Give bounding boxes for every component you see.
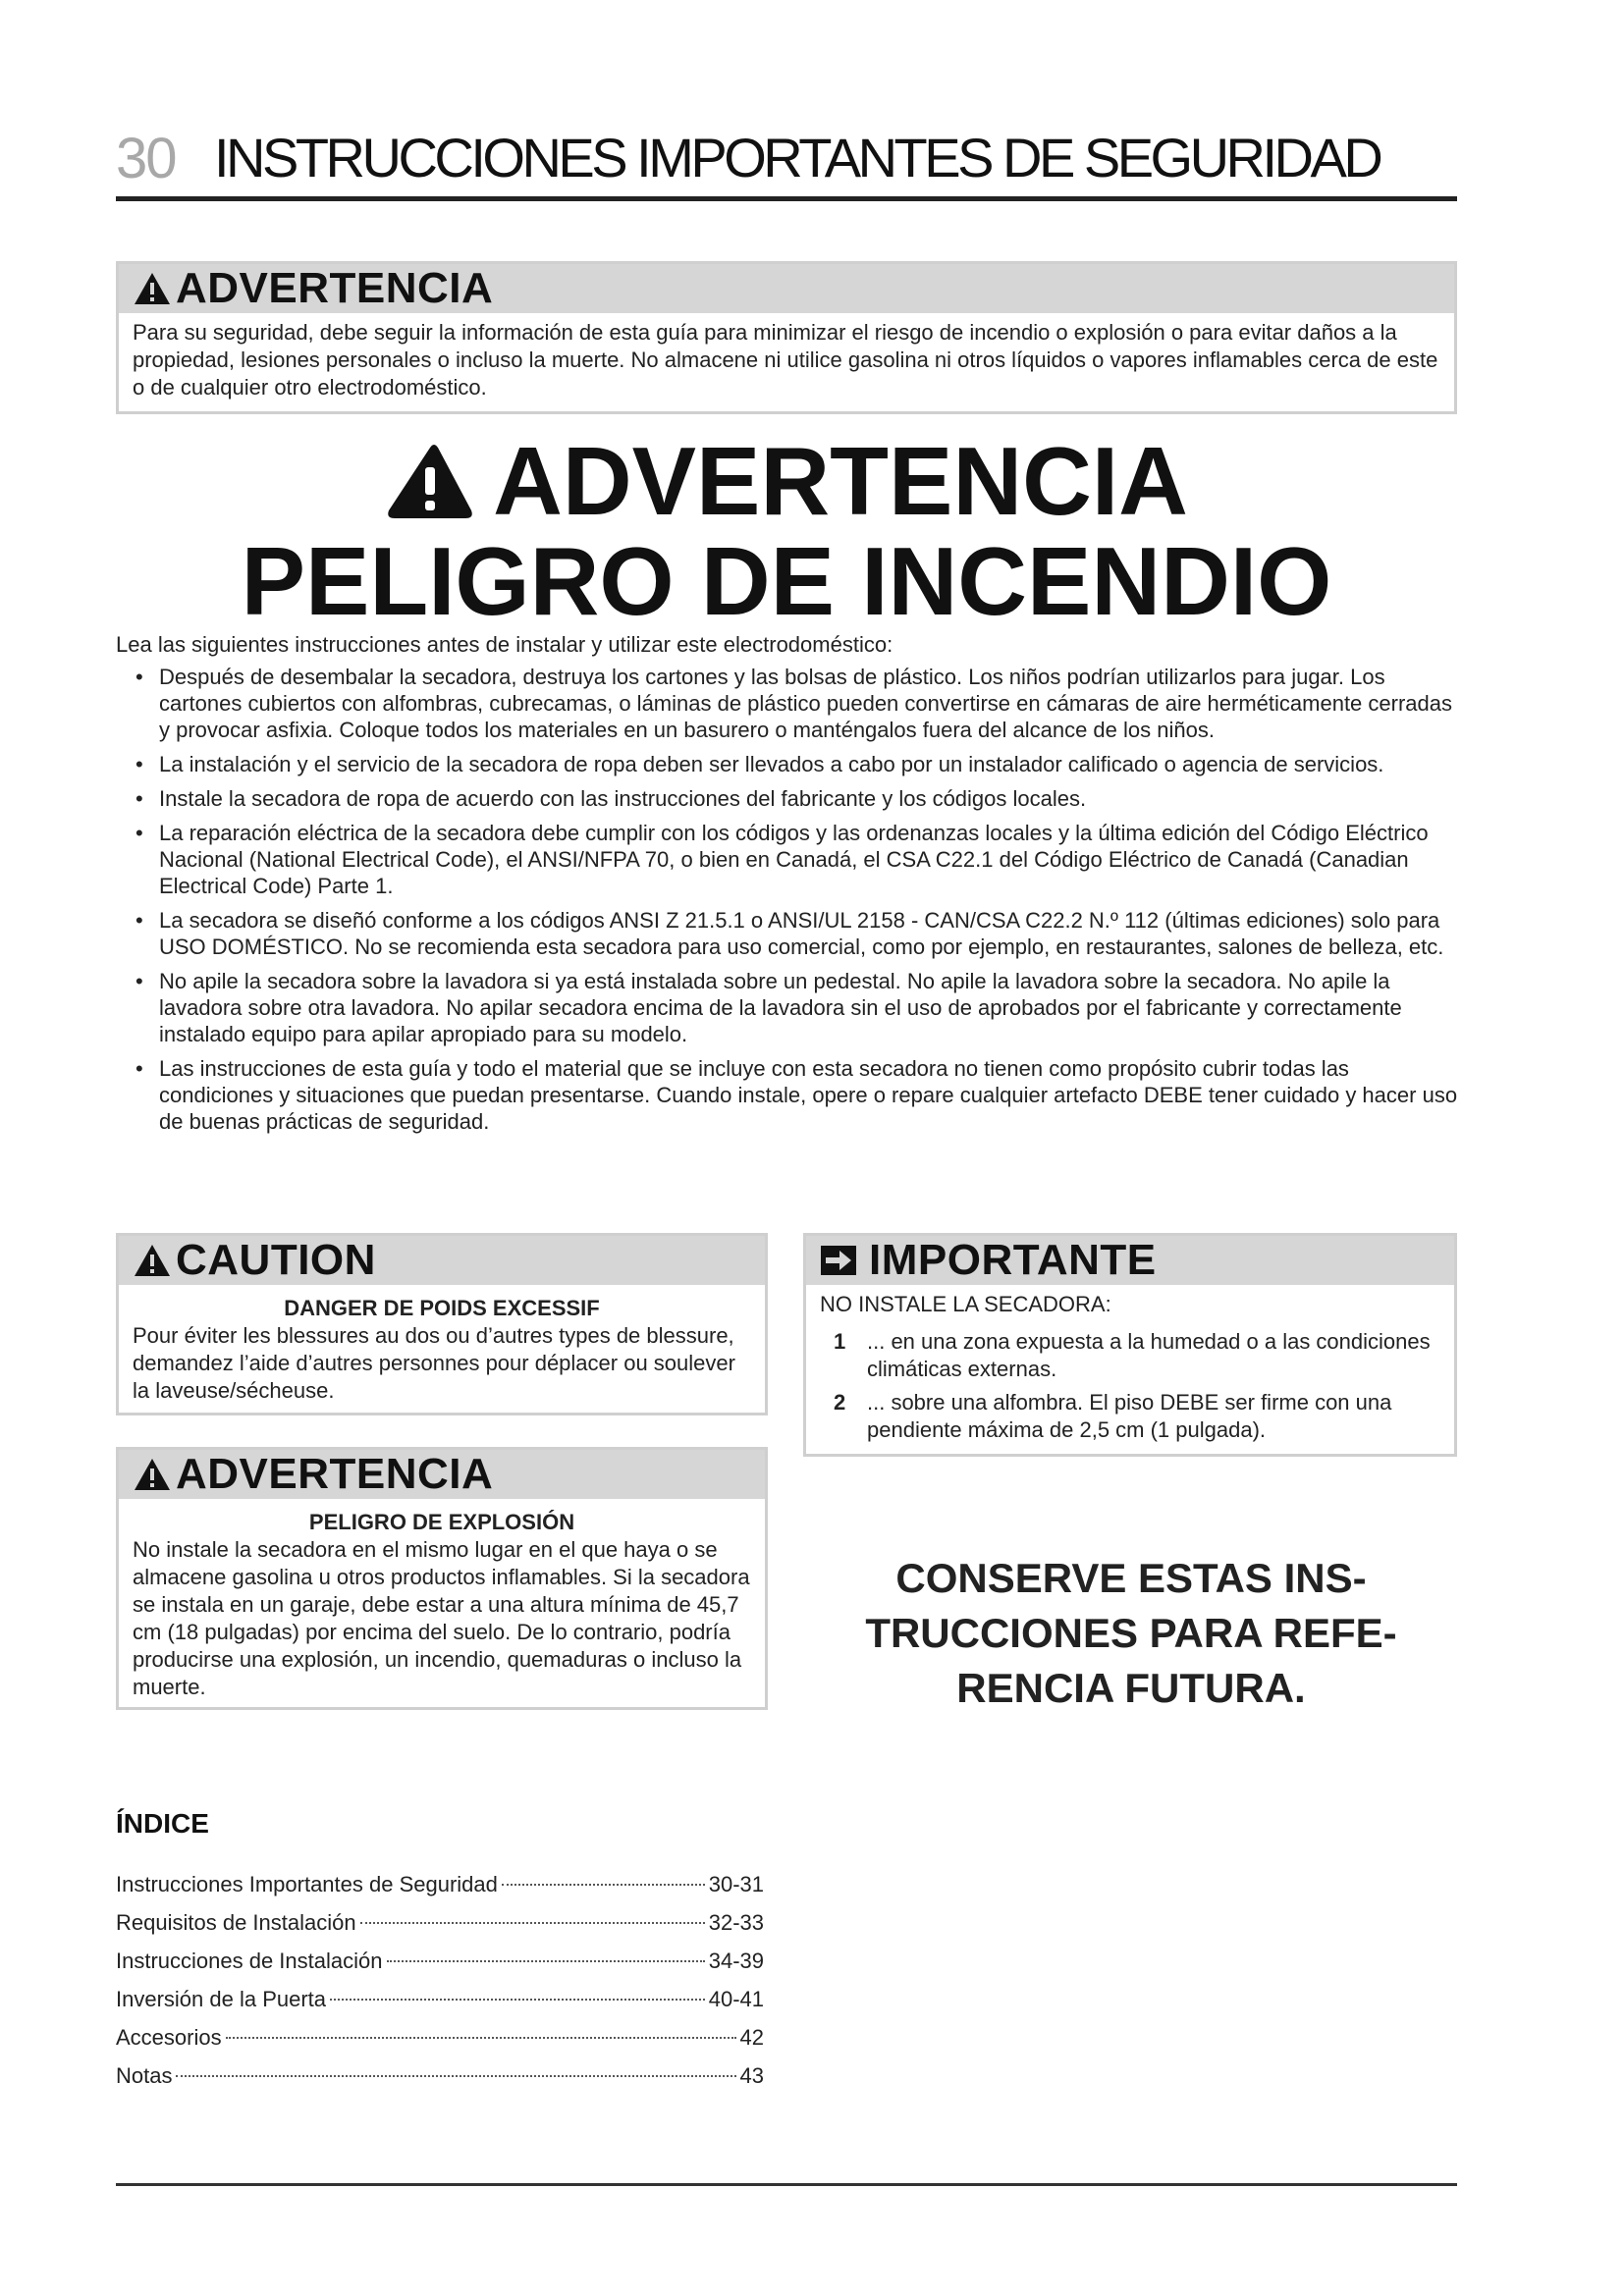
- safety-bullet-list: [128, 664, 1463, 1143]
- list-item: • La reparación eléctrica de la secadora debe cumplir con los códigos y las ordenanzas locales y la última edición del Código Eléctrico Nacional (National Electrical Code), el ANSI/NFPA 70, o bien en Canadá, el CSA C22.1 del Código Eléctrico de Canadá (Canadian Electrical Code) Parte 1.: [128, 820, 1463, 899]
- caution-box: [116, 1233, 768, 1415]
- page-number: 30: [116, 127, 176, 190]
- list-item: • La instalación y el servicio de la secadora de ropa deben ser llevados a cabo por un instalador calificado o agencia de servicios.: [128, 751, 1463, 777]
- item-number: 1: [834, 1329, 846, 1354]
- toc-entry: [116, 1903, 764, 1942]
- safety-warning-heading: ADVERTENCIA: [176, 264, 494, 312]
- list-item: • Las instrucciones de esta guía y todo el material que se incluye con esta secadora no tienen como propósito cubrir todas las condiciones y situaciones que puedan presentarse. Cuando instale, opere o repare cualquier artefacto DEBE tener cuidado y hacer uso de buenas prácticas de seguridad.: [128, 1055, 1463, 1135]
- safety-warning-text: Para su seguridad, debe seguir la información de esta guía para minimizar el riesgo de incendio o explosión o para evitar daños a la propiedad, lesiones personales o incluso la muerte. No almacene ni utilice gasolina ni otros líquidos o vapores inflamables cerca de este o de cualquier otro electrodoméstico.: [133, 320, 1438, 400]
- warning-triangle-icon: [133, 1457, 172, 1492]
- toc-label: Requisitos de Instalación: [116, 1910, 356, 1935]
- fire-hazard-line2: PELIGRO DE INCENDIO: [241, 527, 1332, 635]
- list-item: • No apile la secadora sobre la lavadora si ya está instalada sobre un pedestal. No apile la lavadora sobre la secadora. No apile la lavadora sobre otra lavadora. No apilar secadora encima de la lavadora sin el uso de aprobados por el fabricante y correctamente instalado equipo para apilar apropiado para su modelo.: [128, 968, 1463, 1047]
- toc-entry: [116, 1865, 764, 1903]
- toc-pages: 42: [739, 2025, 764, 2050]
- toc-pages: 30-31: [708, 1872, 764, 1896]
- header-divider: [116, 196, 1457, 201]
- warning-triangle-icon: [133, 271, 172, 306]
- important-list: [820, 1328, 1440, 1444]
- explosion-warning-heading: ADVERTENCIA: [176, 1450, 494, 1498]
- important-box: [803, 1233, 1457, 1457]
- caution-text: Pour éviter les blessures au dos ou d’autres types de blessure, demandez l’aide d’autres personnes pour déplacer ou soulever la laveuse/sécheuse.: [133, 1323, 735, 1403]
- keep-instructions-notice: [805, 1551, 1457, 1716]
- footer-divider: [116, 2183, 1457, 2186]
- toc-leader: [226, 2037, 736, 2039]
- toc-label: Notas: [116, 2063, 173, 2088]
- caution-body: [119, 1285, 765, 1411]
- list-item: • Después de desembalar la secadora, destruya los cartones y las bolsas de plástico. Los niños podrían utilizarlos para jugar. Los cartones cubiertos con alfombras, cubrecamas, o láminas de plástico pueden convertirse en cámaras de aire herméticamente cerradas y provocar asfixia. Coloque todos los materiales en un basurero o manténgalos fuera del alcance de los niños.: [128, 664, 1463, 743]
- instructions-intro: Lea las siguientes instrucciones antes de instalar y utilizar este electrodoméstico:: [116, 632, 893, 657]
- toc-entry: [116, 2056, 764, 2095]
- fire-hazard-heading-row: [116, 427, 1457, 535]
- warning-triangle-icon: [385, 442, 475, 520]
- toc-leader: [387, 1960, 705, 1962]
- toc-pages: 40-41: [708, 1987, 764, 2011]
- list-item: [820, 1328, 1440, 1383]
- toc-label: Inversión de la Puerta: [116, 1987, 327, 2011]
- item-number: 2: [834, 1390, 846, 1415]
- fire-hazard-warning: [116, 427, 1457, 635]
- caution-heading: CAUTION: [176, 1236, 376, 1284]
- toc-entry: [116, 1980, 764, 2018]
- safety-warning-box: [116, 261, 1457, 414]
- important-intro: NO INSTALE LA SECADORA:: [820, 1292, 1111, 1316]
- toc-leader: [176, 2075, 735, 2077]
- toc-entry: [116, 2018, 764, 2056]
- list-item: • Instale la secadora de ropa de acuerdo con las instrucciones del fabricante y los códigos locales.: [128, 785, 1463, 812]
- fire-hazard-line1: ADVERTENCIA: [493, 427, 1188, 535]
- item-text: ... sobre una alfombra. El piso DEBE ser firme con una pendiente máxima de 2,5 cm (1 pulgada).: [867, 1390, 1392, 1442]
- toc-leader: [330, 1999, 705, 2001]
- important-heading: IMPORTANTE: [869, 1236, 1157, 1284]
- toc-pages: 34-39: [708, 1949, 764, 1973]
- important-header: [806, 1236, 1454, 1285]
- keep-instructions-line3: RENCIA FUTURA.: [956, 1665, 1306, 1711]
- toc-pages: 43: [739, 2063, 764, 2088]
- page-title: INSTRUCCIONES IMPORTANTES DE SEGURIDAD: [214, 127, 1380, 188]
- toc-label: Instrucciones de Instalación: [116, 1949, 383, 1973]
- explosion-warning-box: [116, 1447, 768, 1710]
- arrow-box-icon: [820, 1245, 857, 1276]
- explosion-warning-subtitle: PELIGRO DE EXPLOSIÓN: [308, 1510, 575, 1534]
- explosion-warning-header: [119, 1450, 765, 1499]
- toc-leader: [360, 1922, 705, 1924]
- list-item: • La secadora se diseñó conforme a los códigos ANSI Z 21.5.1 o ANSI/UL 2158 - CAN/CSA C22.2 N.º 112 (últimas ediciones) solo para USO DOMÉSTICO. No se recomienda esta secadora para uso comercial, como por ejemplo, en restaurantes, salones de belleza, etc.: [128, 907, 1463, 960]
- list-item: [820, 1389, 1440, 1444]
- keep-instructions-line2: TRUCCIONES PARA REFE-: [865, 1610, 1397, 1656]
- toc-leader: [502, 1884, 705, 1886]
- index-title: ÍNDICE: [116, 1808, 209, 1839]
- keep-instructions-line1: CONSERVE ESTAS INS-: [895, 1555, 1367, 1601]
- toc-label: Accesorios: [116, 2025, 222, 2050]
- table-of-contents: [116, 1865, 764, 2095]
- toc-entry: [116, 1942, 764, 1980]
- explosion-warning-text: No instale la secadora en el mismo lugar en el que haya o se almacene gasolina u otros productos inflamables. Si la secadora se instala en un garaje, debe estar a una altura mínima de 45,7 cm (18 pulgadas) por encima del suelo. De lo contrario, podría producirse una explosión, un incendio, quemaduras o incluso la muerte.: [133, 1537, 750, 1699]
- toc-pages: 32-33: [708, 1910, 764, 1935]
- toc-label: Instrucciones Importantes de Seguridad: [116, 1872, 498, 1896]
- item-text: ... en una zona expuesta a la humedad o a las condiciones climáticas externas.: [867, 1329, 1431, 1381]
- caution-subtitle: DANGER DE POIDS EXCESSIF: [284, 1296, 600, 1320]
- page-header: [116, 126, 1457, 204]
- caution-header: [119, 1236, 765, 1285]
- explosion-warning-body: [119, 1499, 765, 1707]
- important-body: [806, 1285, 1454, 1456]
- warning-triangle-icon: [133, 1243, 172, 1278]
- safety-warning-header: [119, 264, 1454, 313]
